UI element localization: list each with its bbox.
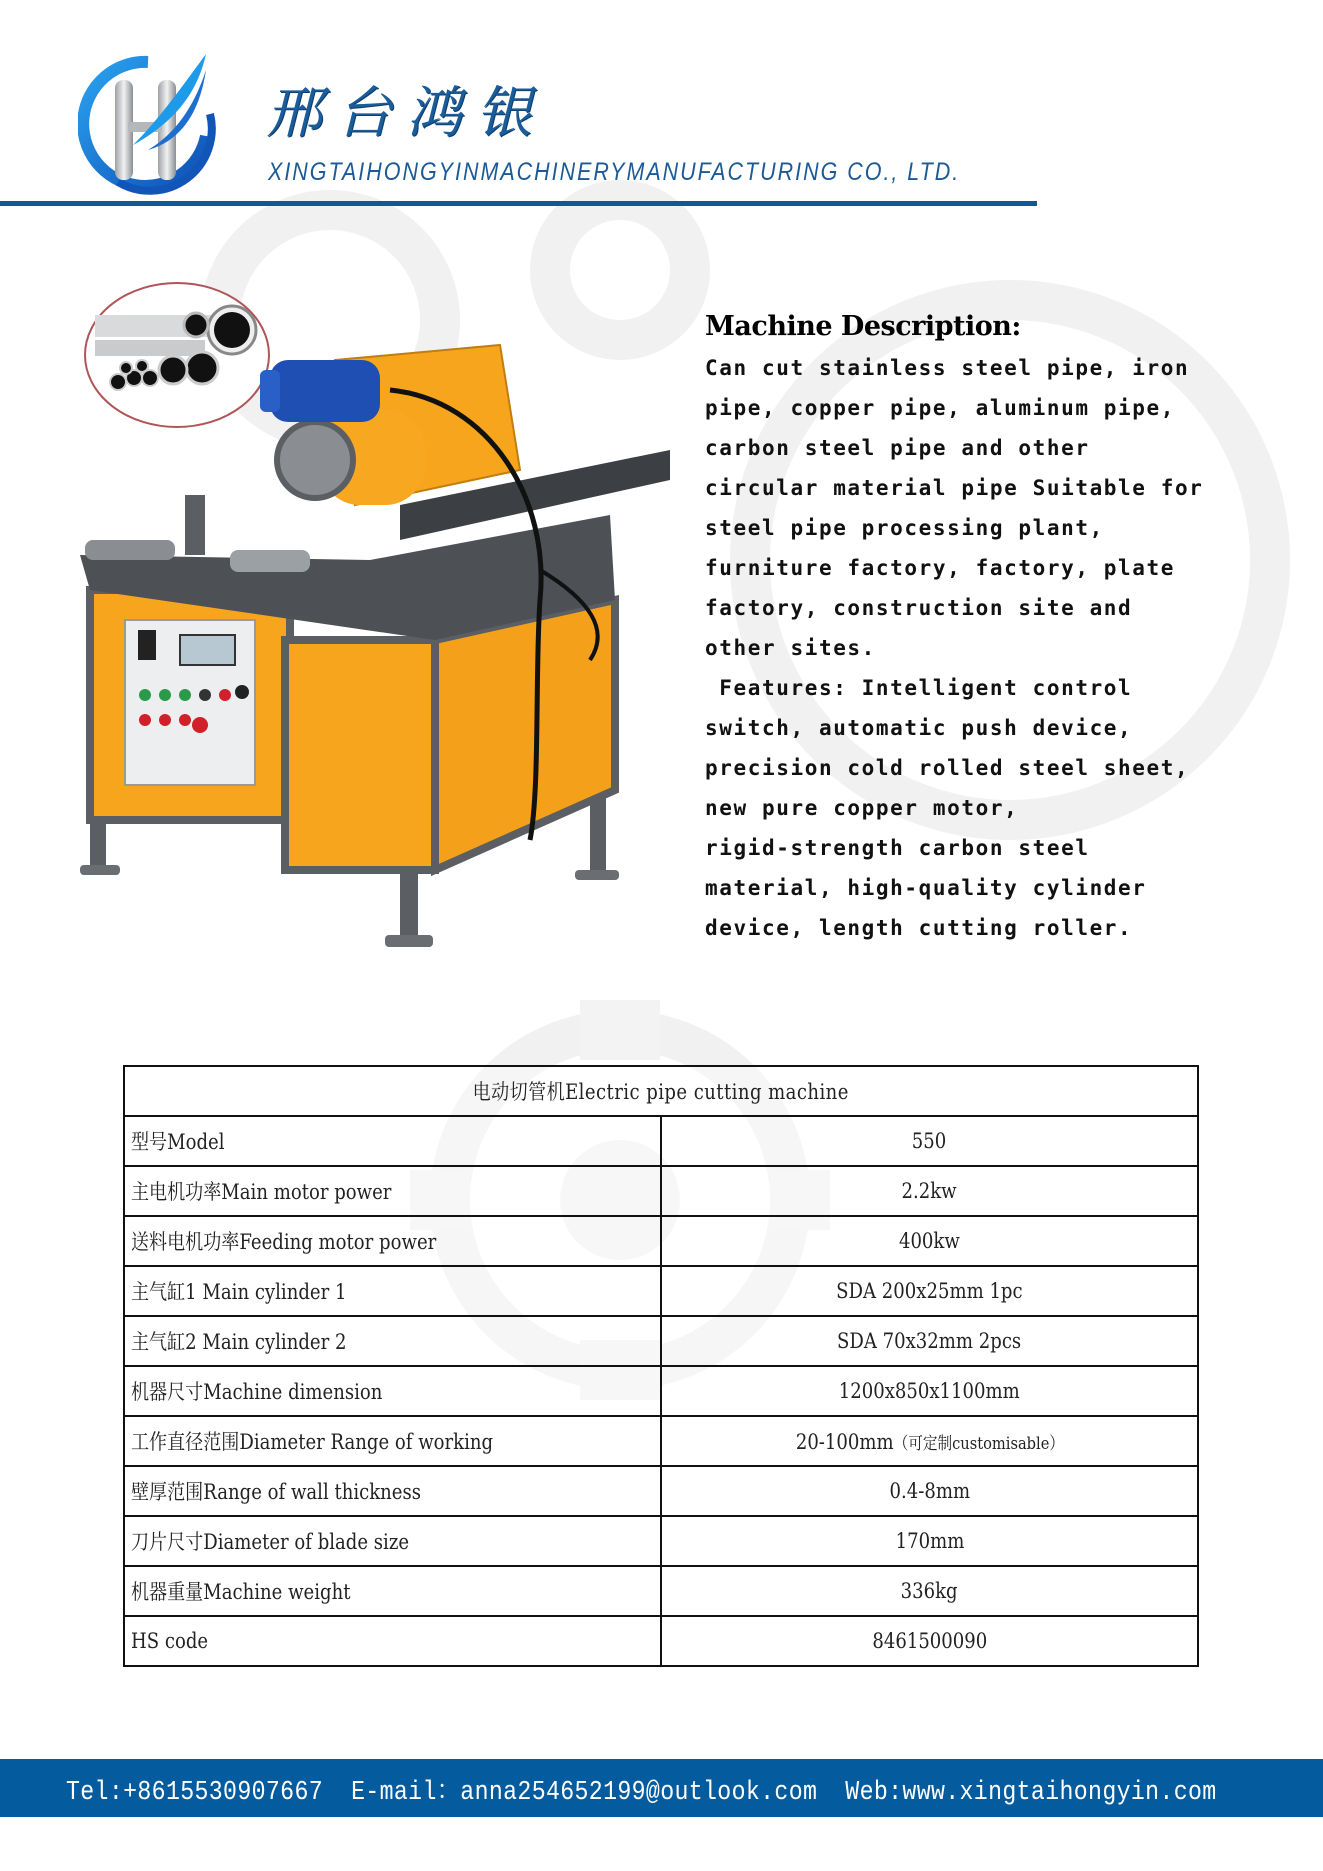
table-row: [124, 1216, 1198, 1266]
spec-value: 550: [661, 1116, 1198, 1166]
spec-label: 主气缸2 Main cylinder 2: [124, 1316, 661, 1366]
spec-value: 1200x850x1100mm: [661, 1366, 1198, 1416]
spec-label: 刀片尺寸Diameter of blade size: [124, 1516, 661, 1566]
description-title: Machine Description:: [705, 311, 1021, 342]
spec-table: [123, 1065, 1199, 1667]
description-line: device, length cutting roller.: [705, 916, 1133, 940]
contact-footer: [0, 1759, 1323, 1817]
table-row: [124, 1616, 1198, 1666]
table-row: [124, 1116, 1198, 1166]
spec-value: 170mm: [661, 1516, 1198, 1566]
footer-web: Web:www.xingtaihongyin.com: [845, 1778, 1217, 1808]
description-line: new pure copper motor,: [705, 796, 1019, 820]
brand-name-en: XINGTAIHONGYINMACHINERYMANUFACTURING CO., LTD.: [268, 158, 961, 186]
description-line: pipe, copper pipe, aluminum pipe,: [705, 396, 1176, 420]
description-line: circular material pipe Suitable for: [705, 476, 1204, 500]
machine-photo: [70, 270, 690, 990]
spec-value: 400kw: [661, 1216, 1198, 1266]
spec-table-title-row: [124, 1066, 1198, 1116]
spec-value: 2.2kw: [661, 1166, 1198, 1216]
footer-tel: Tel:+8615530907667: [66, 1778, 324, 1808]
description-line: carbon steel pipe and other: [705, 436, 1090, 460]
spec-label: 主电机功率Main motor power: [124, 1166, 661, 1216]
description-line: Can cut stainless steel pipe, iron: [705, 356, 1190, 380]
header-divider: [0, 201, 1037, 206]
description-line: precision cold rolled steel sheet,: [705, 756, 1190, 780]
spec-value: SDA 200x25mm 1pc: [661, 1266, 1198, 1316]
hy-logo-icon: [78, 50, 223, 195]
machine-description: [705, 312, 1245, 948]
table-row: [124, 1266, 1198, 1316]
description-line: rigid-strength carbon steel: [705, 836, 1090, 860]
spec-value: 0.4-8mm: [661, 1466, 1198, 1516]
spec-label: 送料电机功率Feeding motor power: [124, 1216, 661, 1266]
table-row: [124, 1316, 1198, 1366]
description-line: furniture factory, factory, plate: [705, 556, 1176, 580]
spec-table-title: 电动切管机Electric pipe cutting machine: [124, 1066, 1198, 1116]
customisable-note: （可定制customisable）: [893, 1433, 1064, 1454]
spec-value: 8461500090: [661, 1616, 1198, 1666]
table-row: [124, 1566, 1198, 1616]
table-row: [124, 1516, 1198, 1566]
table-row: [124, 1466, 1198, 1516]
description-body: [705, 348, 1245, 948]
brand-name-cn: 邢台鸿银: [266, 81, 546, 146]
pipe-cutting-machine-icon: [80, 345, 670, 947]
spec-label: HS code: [124, 1616, 661, 1666]
spec-value: SDA 70x32mm 2pcs: [661, 1316, 1198, 1366]
spec-label: 工作直径范围Diameter Range of working: [124, 1416, 661, 1466]
features-line: Features: Intelligent control: [705, 676, 1133, 700]
table-row: [124, 1416, 1198, 1466]
description-line: steel pipe processing plant,: [705, 516, 1104, 540]
description-line: material, high-quality cylinder: [705, 876, 1147, 900]
spec-label: 机器重量Machine weight: [124, 1566, 661, 1616]
spec-label: 机器尺寸Machine dimension: [124, 1366, 661, 1416]
spec-value: 20-100mm（可定制customisable）: [661, 1416, 1198, 1466]
description-line: switch, automatic push device,: [705, 716, 1133, 740]
spec-label: 型号Model: [124, 1116, 661, 1166]
table-row: [124, 1166, 1198, 1216]
description-line: factory, construction site and: [705, 596, 1133, 620]
footer-email: E-mail：anna254652199@outlook.com: [351, 1778, 818, 1808]
spec-label: 主气缸1 Main cylinder 1: [124, 1266, 661, 1316]
steel-pipes-inset-icon: [85, 283, 269, 427]
spec-value: 336kg: [661, 1566, 1198, 1616]
description-line: other sites.: [705, 636, 876, 660]
spec-label: 壁厚范围Range of wall thickness: [124, 1466, 661, 1516]
table-row: [124, 1366, 1198, 1416]
